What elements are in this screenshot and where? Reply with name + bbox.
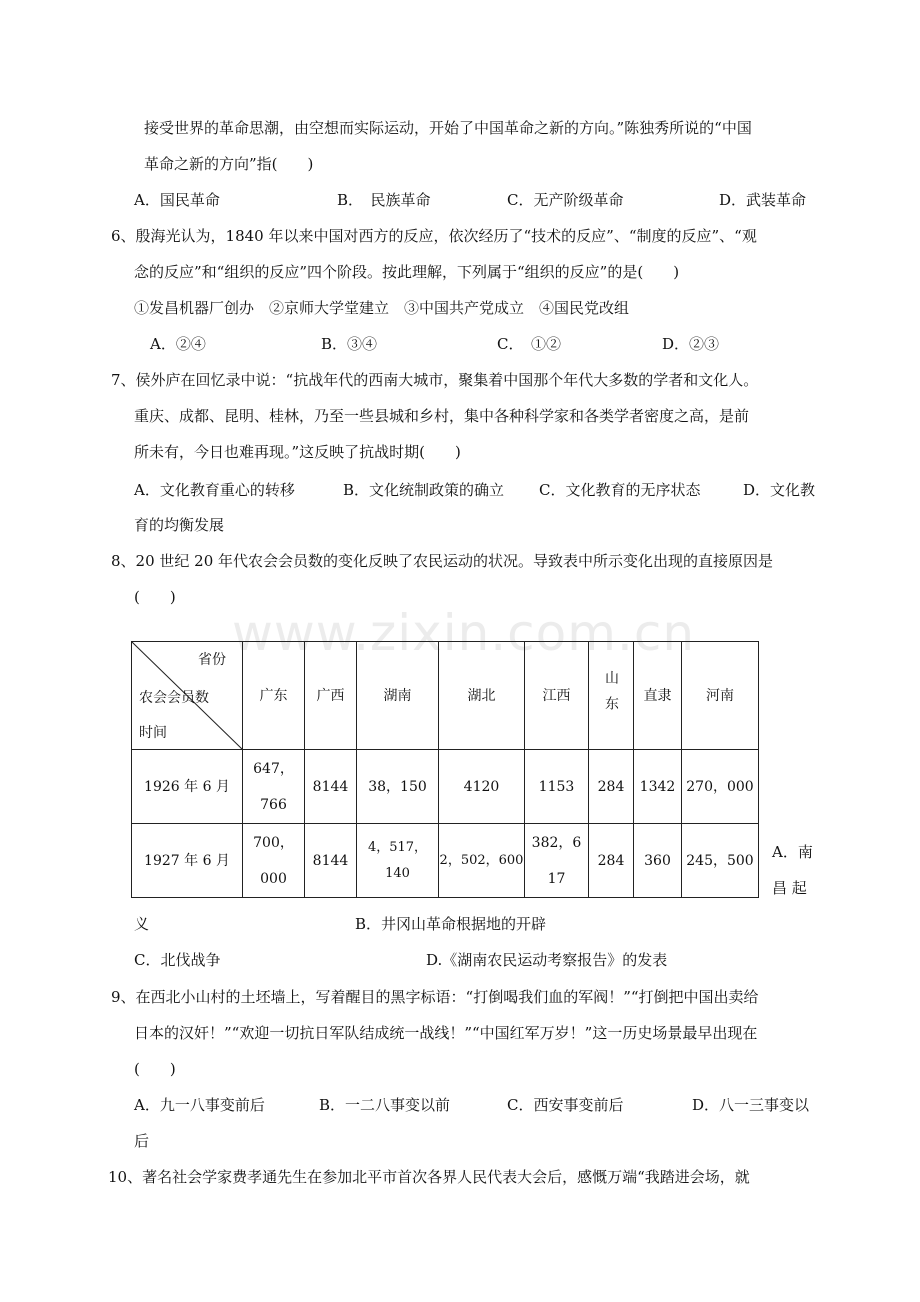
q7-line3: 所未有，今日也难再现。”这反映了抗战时期( ) (134, 443, 461, 461)
watermark: www.zixin.com.cn (232, 604, 696, 662)
province-header: 直隶 (634, 642, 682, 750)
q8-option-a-part2: 昌 起 (772, 879, 807, 897)
province-header: 广东 (243, 642, 305, 750)
q7-option-d-wrap: 育的均衡发展 (134, 516, 225, 534)
q10-line1: 10、著名社会学家费孝通先生在参加北平市首次各界人民代表大会后，感慨万端“我踏进会场，就 (108, 1168, 750, 1186)
table-corner-header (132, 642, 243, 750)
q9-option-d: D．八一三事变以 (692, 1096, 810, 1114)
table-cell: 284 (589, 750, 634, 824)
q8-option-c: C．北伐战争 (134, 951, 221, 969)
q5-option-b: B． 民族革命 (337, 191, 431, 209)
table-cell: 2，502，600 (439, 824, 525, 898)
province-header: 湖南 (357, 642, 439, 750)
q8-option-b: B．井冈山革命根据地的开辟 (355, 915, 547, 933)
q8-option-a-part1: A．南 (772, 843, 813, 861)
q5-option-c: C．无产阶级革命 (507, 191, 624, 209)
province-header: 广西 (305, 642, 357, 750)
province-header: 山东 (589, 642, 634, 750)
q7-line2: 重庆、成都、昆明、桂林，乃至一些县城和乡村，集中各种科学家和各类学者密度之高，是前 (134, 407, 750, 425)
table-cell: 270，000 (682, 750, 759, 824)
table-cell: 647，766 (243, 750, 305, 824)
table-cell: 245，500 (682, 824, 759, 898)
table-cell: 38，150 (357, 750, 439, 824)
q8-line2: ( ) (134, 588, 176, 606)
q8-option-a-part3: 义 (134, 915, 150, 933)
q5-option-a: A．国民革命 (134, 191, 220, 209)
table-cell: 360 (634, 824, 682, 898)
province-header: 湖北 (439, 642, 525, 750)
q5-line2: 革命之新的方向”指( ) (144, 155, 314, 173)
membership-table (131, 641, 759, 898)
q9-line2: 日本的汉奸！”“欢迎一切抗日军队结成统一战线！”“中国红军万岁！”这一历史场景最早出现在 (134, 1024, 758, 1042)
table-cell: 8144 (305, 750, 357, 824)
table-cell: 1342 (634, 750, 682, 824)
q7-option-b: B．文化统制政策的确立 (343, 481, 505, 499)
q5-option-d: D．武装革命 (719, 191, 807, 209)
table-row (132, 824, 759, 898)
table-cell: 4120 (439, 750, 525, 824)
q7-option-d: D．文化教 (743, 481, 816, 499)
table-cell: 8144 (305, 824, 357, 898)
table-cell: 700，000 (243, 824, 305, 898)
row-time: 1926 年 6 月 (132, 750, 243, 824)
corner-members-label: 农会会员数 (139, 690, 209, 706)
q5-line1: 接受世界的革命思潮，由空想而实际运动，开始了中国革命之新的方向。”陈独秀所说的“中国 (144, 119, 752, 137)
table-cell: 284 (589, 824, 634, 898)
table-cell: 1153 (525, 750, 589, 824)
q7-option-c: C．文化教育的无序状态 (539, 481, 701, 499)
province-header: 河南 (682, 642, 759, 750)
q6-option-d: D．②③ (662, 335, 720, 353)
q6-line1: 6、殷海光认为，1840 年以来中国对西方的反应，依次经历了“技术的反应”、“制度的反应”、“观 (111, 227, 757, 245)
province-header: 江西 (525, 642, 589, 750)
table-row (132, 750, 759, 824)
q9-option-b: B．一二八事变以前 (319, 1096, 451, 1114)
q6-option-c: C． ①② (497, 335, 561, 353)
q7-option-a: A．文化教育重心的转移 (134, 481, 295, 499)
q9-option-a: A．九一八事变前后 (134, 1096, 265, 1114)
corner-province-label: 省份 (198, 652, 226, 668)
corner-time-label: 时间 (139, 725, 167, 741)
q9-option-d-wrap: 后 (134, 1132, 150, 1150)
q7-line1: 7、侯外庐在回忆录中说：“抗战年代的西南大城市，聚集着中国那个年代大多数的学者和文化人。 (111, 371, 759, 389)
row-time: 1927 年 6 月 (132, 824, 243, 898)
table-cell: 382，617 (525, 824, 589, 898)
q8-line1: 8、20 世纪 20 年代农会会员数的变化反映了农民运动的状况。导致表中所示变化出现的直接原因是 (111, 552, 774, 570)
q9-line1: 9、在西北小山村的土坯墙上，写着醒目的黑字标语：“打倒喝我们血的军阀！”“打倒把中国出卖给 (111, 988, 759, 1006)
q6-option-a: A．②④ (150, 335, 206, 353)
q6-option-b: B．③④ (321, 335, 378, 353)
q6-line2: 念的反应”和“组织的反应”四个阶段。按此理解，下列属于“组织的反应”的是( ) (134, 263, 680, 281)
q9-line3: ( ) (134, 1060, 176, 1078)
q9-option-c: C．西安事变前后 (507, 1096, 624, 1114)
table-cell: 4，517，140 (357, 824, 439, 898)
q6-items: ①发昌机器厂创办 ②京师大学堂建立 ③中国共产党成立 ④国民党改组 (134, 299, 630, 317)
q8-option-d: D.《湖南农民运动考察报告》的发表 (426, 951, 668, 969)
